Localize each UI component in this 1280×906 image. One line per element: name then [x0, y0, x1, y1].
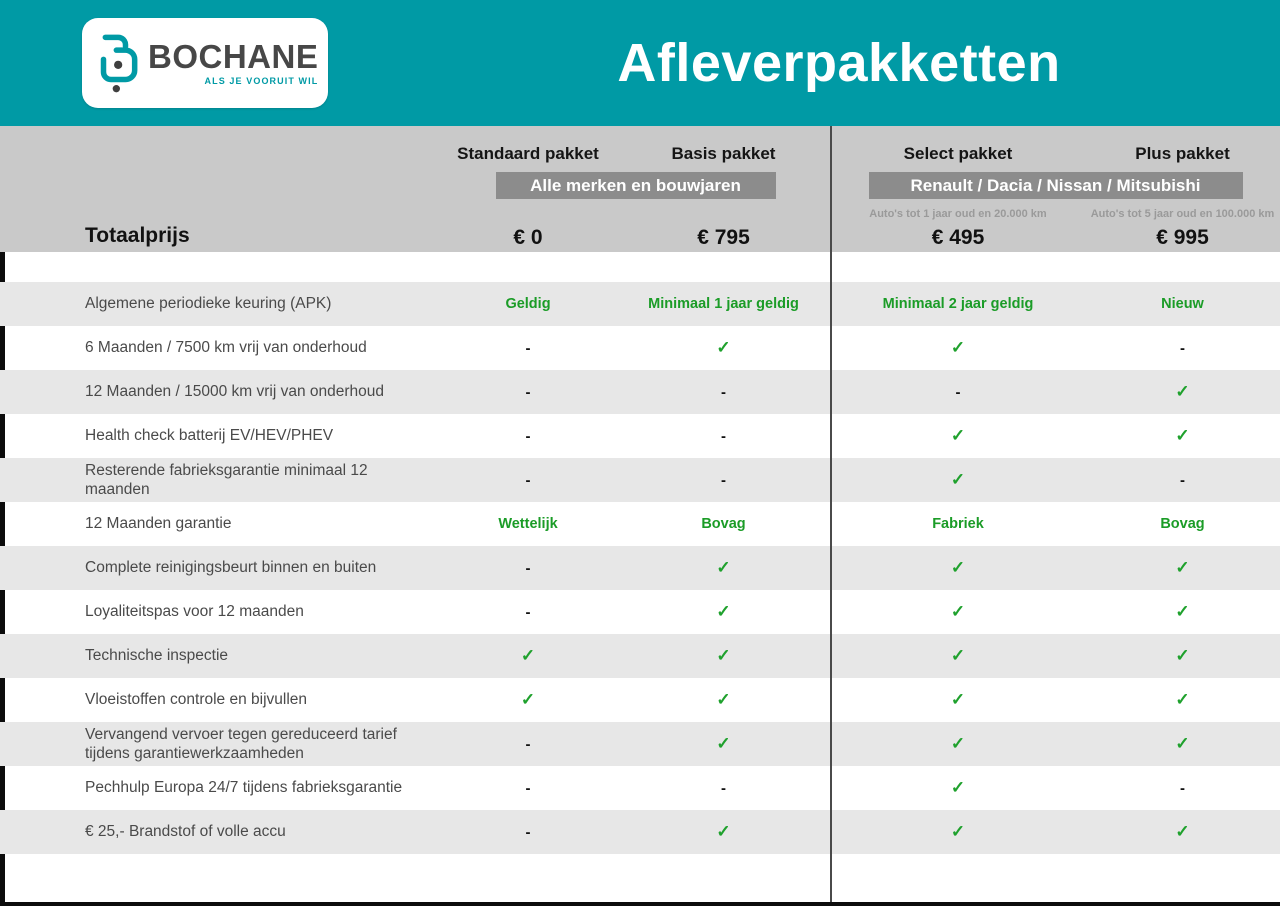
dash-icon: - — [525, 427, 531, 445]
check-icon: ✓ — [950, 646, 966, 665]
feature-value-text: Fabriek — [932, 516, 984, 532]
table-header — [0, 126, 1280, 252]
feature-value-text: Minimaal 2 jaar geldig — [882, 296, 1034, 312]
cell-basis — [616, 326, 831, 370]
dash-icon: - — [721, 471, 726, 489]
cell-select — [831, 590, 1085, 634]
check-icon: ✓ — [1175, 646, 1190, 665]
table-row — [0, 282, 1280, 326]
dash-icon: - — [1180, 339, 1185, 357]
cell-select — [831, 326, 1085, 370]
check-icon: ✓ — [716, 338, 731, 357]
cell-select — [831, 414, 1085, 458]
table-row — [0, 414, 1280, 458]
cell-standaard — [440, 370, 616, 414]
check-icon: ✓ — [716, 602, 731, 621]
cell-select — [831, 634, 1085, 678]
cell-standaard — [440, 414, 616, 458]
check-icon: ✓ — [950, 470, 966, 489]
check-icon: ✓ — [520, 690, 536, 709]
table-row — [0, 546, 1280, 590]
price-select-pakket: € 495 — [931, 226, 985, 249]
cell-standaard — [440, 766, 616, 810]
check-icon: ✓ — [1175, 426, 1190, 445]
page-title: Afleverpakketten — [617, 33, 1061, 93]
column-header-standaard-pakket: Standaard pakket — [457, 144, 599, 163]
bochane-logo-text — [148, 40, 318, 86]
check-icon: ✓ — [1175, 822, 1190, 841]
dash-icon: - — [525, 471, 531, 489]
table-row — [0, 458, 1280, 502]
cell-select — [831, 678, 1085, 722]
cell-plus — [1085, 634, 1280, 678]
cell-select — [831, 458, 1085, 502]
cell-standaard — [440, 326, 616, 370]
check-icon: ✓ — [716, 734, 731, 753]
cell-plus — [1085, 282, 1280, 326]
cell-standaard — [440, 458, 616, 502]
check-icon: ✓ — [716, 822, 731, 841]
row-label: 12 Maanden / 15000 km vrij van onderhoud — [85, 383, 385, 401]
check-icon: ✓ — [950, 778, 966, 797]
cell-standaard — [440, 502, 616, 546]
row-label: Resterende fabrieksgarantie minimaal 12 maanden — [85, 461, 368, 498]
check-icon: ✓ — [950, 734, 966, 753]
dash-icon: - — [525, 603, 531, 621]
cell-plus — [1085, 678, 1280, 722]
row-label: Health check batterij EV/HEV/PHEV — [85, 427, 334, 445]
cell-plus — [1085, 546, 1280, 590]
table-row — [0, 326, 1280, 370]
cell-select — [831, 502, 1085, 546]
row-label: Complete reinigingsbeurt binnen en buiten — [85, 559, 377, 577]
cell-plus — [1085, 766, 1280, 810]
cell-basis — [616, 458, 831, 502]
dash-icon: - — [1180, 471, 1185, 489]
cell-plus — [1085, 722, 1280, 766]
dash-icon: - — [721, 383, 726, 401]
table-row — [0, 370, 1280, 414]
cell-basis — [616, 546, 831, 590]
bochane-logo — [82, 18, 328, 108]
dash-icon: - — [525, 383, 531, 401]
table-row — [0, 502, 1280, 546]
row-label: 6 Maanden / 7500 km vrij van onderhoud — [85, 339, 367, 357]
cell-select — [831, 810, 1085, 854]
dash-icon: - — [525, 735, 531, 753]
check-icon: ✓ — [1175, 690, 1190, 709]
cell-basis — [616, 502, 831, 546]
header-banner — [0, 0, 1280, 126]
row-label: Pechhulp Europa 24/7 tijdens fabrieksgarantie — [85, 779, 403, 797]
cell-plus — [1085, 370, 1280, 414]
feature-value-text: Bovag — [1160, 516, 1205, 532]
cell-select — [831, 722, 1085, 766]
check-icon: ✓ — [950, 690, 966, 709]
check-icon: ✓ — [716, 646, 731, 665]
row-label: € 25,- Brandstof of volle accu — [85, 823, 286, 841]
check-icon: ✓ — [1175, 382, 1190, 401]
cell-plus — [1085, 458, 1280, 502]
column-subtitle-select: Auto's tot 1 jaar oud en 20.000 km — [869, 208, 1047, 220]
row-label: 12 Maanden garantie — [85, 515, 232, 533]
cell-plus — [1085, 414, 1280, 458]
cell-select — [831, 546, 1085, 590]
cell-select — [831, 282, 1085, 326]
cell-standaard — [440, 722, 616, 766]
dash-icon: - — [525, 559, 531, 577]
column-subtitle-plus: Auto's tot 5 jaar oud en 100.000 km — [1090, 208, 1275, 220]
table-row — [0, 722, 1280, 766]
cell-standaard — [440, 810, 616, 854]
feature-value-text: Geldig — [505, 296, 551, 312]
row-label: Algemene periodieke keuring (APK) — [85, 295, 332, 313]
cell-basis — [616, 766, 831, 810]
cell-select — [831, 370, 1085, 414]
brand-band-renault-dacia-nissan-mitsubishi: Renault / Dacia / Nissan / Mitsubishi — [869, 172, 1243, 199]
dash-icon: - — [955, 383, 961, 401]
package-group-select-plus — [831, 139, 1280, 259]
cell-basis — [616, 810, 831, 854]
column-header-select-pakket: Select pakket — [903, 144, 1013, 163]
check-icon: ✓ — [520, 646, 536, 665]
check-icon: ✓ — [950, 426, 966, 445]
cell-standaard — [440, 546, 616, 590]
dash-icon: - — [525, 823, 531, 841]
feature-value-text: Bovag — [701, 516, 746, 532]
feature-rows — [0, 282, 1280, 854]
price-basis-pakket: € 795 — [697, 226, 750, 249]
column-header-basis-pakket: Basis pakket — [671, 144, 776, 163]
total-price-label: Totaalprijs — [85, 224, 190, 247]
cell-plus — [1085, 590, 1280, 634]
table-row — [0, 634, 1280, 678]
price-standaard-pakket: € 0 — [513, 226, 543, 249]
cell-basis — [616, 678, 831, 722]
table-row — [0, 590, 1280, 634]
bochane-logo-tagline: ALS JE VOORUIT WIL — [204, 76, 319, 86]
cell-basis — [616, 634, 831, 678]
cell-basis — [616, 414, 831, 458]
cell-standaard — [440, 282, 616, 326]
column-divider — [830, 126, 832, 902]
cell-standaard — [440, 634, 616, 678]
spacer-row — [0, 252, 1280, 282]
cell-basis — [616, 722, 831, 766]
package-group-standaard-basis — [440, 139, 831, 259]
cell-select — [831, 766, 1085, 810]
row-label: Vloeistoffen controle en bijvullen — [85, 691, 308, 709]
cell-plus — [1085, 326, 1280, 370]
check-icon: ✓ — [1175, 734, 1190, 753]
cell-standaard — [440, 678, 616, 722]
cell-basis — [616, 370, 831, 414]
bottom-spacer-row — [0, 854, 1280, 902]
feature-value-text: Minimaal 1 jaar geldig — [648, 296, 799, 312]
check-icon: ✓ — [1175, 558, 1190, 577]
bochane-logo-icon — [98, 30, 142, 96]
row-label: Technische inspectie — [85, 647, 229, 665]
brand-band-all-makes: Alle merken en bouwjaren — [496, 172, 776, 199]
column-header-plus-pakket: Plus pakket — [1135, 144, 1230, 163]
dash-icon: - — [525, 779, 531, 797]
dash-icon: - — [721, 779, 726, 797]
feature-value-text: Nieuw — [1161, 296, 1204, 312]
check-icon: ✓ — [1175, 602, 1190, 621]
bochane-logo-name: BOCHANE — [148, 38, 319, 75]
cell-plus — [1085, 810, 1280, 854]
check-icon: ✓ — [950, 338, 966, 357]
cell-standaard — [440, 590, 616, 634]
price-plus-pakket: € 995 — [1156, 226, 1209, 249]
row-label: Vervangend vervoer tegen gereduceerd tarief tijdens garantiewerkzaamheden — [85, 725, 397, 762]
check-icon: ✓ — [950, 558, 966, 577]
check-icon: ✓ — [950, 822, 966, 841]
feature-value-text: Wettelijk — [498, 516, 558, 532]
total-price-cell — [0, 139, 440, 259]
dash-icon: - — [1180, 779, 1185, 797]
table-row — [0, 810, 1280, 854]
check-icon: ✓ — [950, 602, 966, 621]
dash-icon: - — [525, 339, 531, 357]
dash-icon: - — [721, 427, 726, 445]
check-icon: ✓ — [716, 690, 731, 709]
table-row — [0, 766, 1280, 810]
row-label: Loyaliteitspas voor 12 maanden — [85, 603, 304, 621]
cell-basis — [616, 282, 831, 326]
check-icon: ✓ — [716, 558, 731, 577]
cell-plus — [1085, 502, 1280, 546]
table-row — [0, 678, 1280, 722]
cell-basis — [616, 590, 831, 634]
